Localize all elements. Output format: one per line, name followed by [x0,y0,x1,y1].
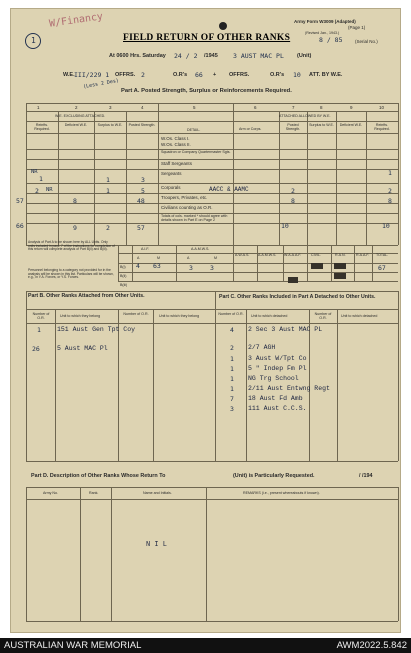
detail-staff-sergeants: Staff Sergeants [161,161,192,166]
part-d-remarks-header: REMARKS (i.e., present whereabouts if known). [243,491,320,495]
footer-accession: AWM2022.5.842 [336,640,407,651]
part-b-entry-1-unit: 151 Aust Gen Tpt Coy [57,326,136,333]
part-c-entry-6-number: 1 [230,385,234,393]
ran-header: R.A.N. [335,253,346,257]
awas-header: A.W.A.S. [235,253,250,257]
part-c-entry-1-number: 4 [230,326,234,334]
part-c-entry-3-number: 1 [230,355,234,363]
part-a-heading: Part A. Posted Strength, Surplus or Reinforcements Required. [121,88,292,94]
analysis-note: Analysis of Part A to be shown here by ALL Units. Only units included in para. 7 of the instructions for completion of this return will complete analysis of Part B(ii) and B(iii). [28,240,115,252]
right-posted-header: Posted Strength. [285,123,301,131]
detail-totals: Totals of cols. marked * should agree with details shown in Part E on Page 2 [161,214,228,222]
col-number-1: 1 [37,105,40,110]
detail-corporals: Corporals [161,185,181,190]
form-number: Army Form W3009 (Adapted) [294,19,356,24]
part-d-heading: Part D. Description of Other Ranks Whose Return To [31,473,166,479]
part-b-unit-header: Unit to which they belong [60,314,101,318]
margin-note: (Less 2 Des) [82,77,120,91]
col-number-8: 8 [320,105,323,110]
aamws-header: A.A.M.W.S. [258,253,277,257]
part-c-entry-1-unit: 2 Sec 3 Aust MAC PL [248,326,323,333]
col-number-7: 7 [292,105,295,110]
part-d-entry-nil: N I L [146,541,168,549]
part-c-entry-7-number: 7 [230,395,234,403]
troopers-c2: 8 [73,197,77,205]
ors2-value: 10 [293,71,301,79]
col-number-4: 4 [141,105,144,110]
redacted-box-raaf [334,263,346,269]
detail-heading: DETAIL. [187,128,201,132]
serial-number-label: (Serial No.) [355,39,378,44]
sergeants-c3: 1 [106,176,110,184]
corporals-c10: 2 [388,187,392,195]
group-right-heading: ATTACHED ALLOWED BY W.E. [279,114,331,118]
ors-label: O.R's [173,72,188,78]
we-value: III/229 1 [74,71,110,79]
aif-m-subheader: M [157,256,160,260]
part-c-entry-8-unit: 111 Aust C.C.S. [248,405,307,412]
posted-strength-header: Posted Strength. [128,123,156,127]
cmf-m-subheader: M [214,256,217,260]
right-deficient-header: Deficient W.E. [339,123,363,127]
at-hours-label: At 0600 Hrs. Saturday [109,53,166,59]
total-header: TOTAL. [376,253,389,257]
aif-a-subheader: A [137,256,140,260]
year-label: /1945 [204,53,218,59]
part-b-number-header-2: Number of O.R. [123,312,149,316]
right-surplus-header: Surplus to W.E. [309,123,334,127]
part-c-entry-5-unit: NG Trg School [248,375,299,382]
sergeants-c4: 3 [141,176,145,184]
offrs-label: OFFRS. [115,72,136,78]
plus-sign: + [213,72,217,78]
col-number-9: 9 [350,105,353,110]
page-label: (Page 1) [348,25,366,30]
col-number-6: 6 [254,105,257,110]
offrs-value: 2 [141,71,145,79]
part-d-rank-header: Rank. [89,491,99,495]
part-b-entry-1-number: 1 [37,326,41,334]
corporals-c6: 2 [291,187,295,195]
redacted-box-ran [311,263,323,269]
unit-label: (Unit) [297,53,312,59]
part-c-entry-8-number: 3 [230,405,234,413]
raaf-header: R.A.A.F. [356,253,370,257]
part-c-entry-2-unit: 2/7 AGH [248,344,276,351]
row-label-biii: B(iii) [120,283,128,287]
field-return-form [10,8,401,633]
part-b-entry-2-number: 26 [32,345,40,353]
part-c-entry-5-number: 1 [230,375,234,383]
col-number-2: 2 [75,105,78,110]
part-c-entry-7-unit: 18 Aust Fd Amb [248,395,303,402]
analysis-cmf-m: 3 [210,264,214,272]
personnel-note: Personnel belonging to a category not provided for in the analysis will be shown in this list. Particulars will be shown, e.g., in Y.A. Forces, or Y.S. Forces. [28,268,114,280]
unit-value: 3 AUST MAC PL [233,52,284,60]
aif-header: A.I.F. [141,247,150,251]
serial-number-value: 8 / 85 [319,36,343,44]
part-c-entry-3-unit: 3 Aust W/Tpt Co [248,355,307,362]
part-d-heading-end: / /194 [359,473,373,479]
detail-sergeants: Sergeants [161,171,182,176]
corporals-c3: 1 [106,187,110,195]
detail-wo1: W.Os. Class I. [161,136,190,141]
corporals-arm: AACC & AAMC [209,186,249,193]
deficient-header: Deficient W.E. [64,123,88,127]
circle-mark [25,33,41,49]
we-label: W.E. [63,72,75,78]
circled-number: 1 [31,36,36,45]
waaaf-header: W.A.A.A.F. [284,253,302,257]
detail-wo2: W.Os. Class II. [161,142,191,147]
part-c-heading: Part C. Other Ranks Included in Part A Detached to Other Units. [219,294,376,300]
reinfts-required-header: Reinfts. Required. [34,123,50,131]
sergeants-c1: 1 [39,175,43,183]
part-c-number-header-2: Number of O.R. [314,312,332,320]
punch-hole [219,22,227,30]
detail-cqms: Squadron or Company Quartermaster Sgts. [161,150,231,154]
footer-source: AUSTRALIAN WAR MEMORIAL [4,640,142,651]
part-c-unit-header-2: Unit to which detached [341,314,378,318]
troopers-c10: 8 [388,197,392,205]
cmf-header: A.A.M.W.S. [191,247,210,251]
offrs2-label: OFFRS. [229,72,250,78]
totals-c10: 10 [382,222,390,230]
sergeants-c10: 1 [388,169,392,177]
corporals-c1: 2 [35,187,39,195]
part-c-number-header: Number of O.R. [218,312,244,316]
part-c-entry-2-number: 2 [230,344,234,352]
totals-c6: 10 [281,222,289,230]
group-left-heading: W.E. EXCLUDING ATTACHED. [55,114,106,118]
col-number-5: 5 [193,105,196,110]
troopers-c4: 48 [137,197,145,205]
ors-value: 66 [195,71,203,79]
cmf-a-subheader: A [187,256,190,260]
totals-c4: 57 [137,224,145,232]
part-b-unit-header-2: Unit to which they belong [159,314,200,318]
part-d-army-no-header: Army No. [43,491,58,495]
col-number-3: 3 [109,105,112,110]
part-d-heading-mid: (Unit) is Particularly Requested. [233,473,315,479]
revised-label: (Revised Jan., 1943.) [305,31,340,35]
part-b-entry-2-unit: 5 Aust MAC Pl [57,345,108,352]
part-b-heading: Part B. Other Ranks Attached from Other Units. [28,293,145,299]
analysis-cmf-a: 3 [189,264,193,272]
date-value: 24 / 2 [174,52,198,60]
col-number-10: 10 [379,105,385,110]
arm-corps-header: Arm or Corps. [239,127,262,131]
totals-c3: 2 [106,224,110,232]
sergeants-c2: NR [31,169,38,175]
totals-c2: 9 [73,224,77,232]
part-b-number-header: Number of O.R. [32,312,50,320]
part-d-name-header: Name and Initials. [143,491,172,495]
ors2-label: O.R's [270,72,285,78]
detail-civilians: Civilians counting as O.R. [161,205,213,210]
redacted-box-civil [288,277,298,283]
part-c-entry-4-unit: 5 " Indep Fm Pl [248,365,307,372]
totals-c1: 66 [16,222,24,230]
analysis-total: 67 [378,264,386,272]
right-reinfts-header: Reinfts. Required. [374,123,390,131]
part-c-unit-header: Unit to which detached [251,314,288,318]
surplus-header: Surplus to W.E. [97,123,123,127]
form-title: FIELD RETURN OF OTHER RANKS [123,33,291,43]
troopers-c6: 8 [291,197,295,205]
archive-footer [0,638,411,653]
redacted-box-raaf-2 [334,273,346,279]
corporals-c2: NR [46,187,53,193]
detail-troopers: Troopers, Privates, etc. [161,195,208,200]
corporals-c4: 5 [141,187,145,195]
part-c-entry-6-unit: 2/11 Aust Entwng Regt [248,385,330,392]
analysis-aif-m: 63 [153,262,161,270]
civil-header: CIVIL. [311,253,321,257]
handwritten-annotation: W/Financy [48,11,104,30]
att-label: ATT. BY W.E. [309,72,343,78]
part-c-entry-4-number: 1 [230,365,234,373]
row-label-bi: B(i) [120,265,126,269]
troopers-c1: 57 [16,197,24,205]
analysis-aif-a: 4 [136,262,140,270]
row-label-bii: B(ii) [120,274,127,278]
